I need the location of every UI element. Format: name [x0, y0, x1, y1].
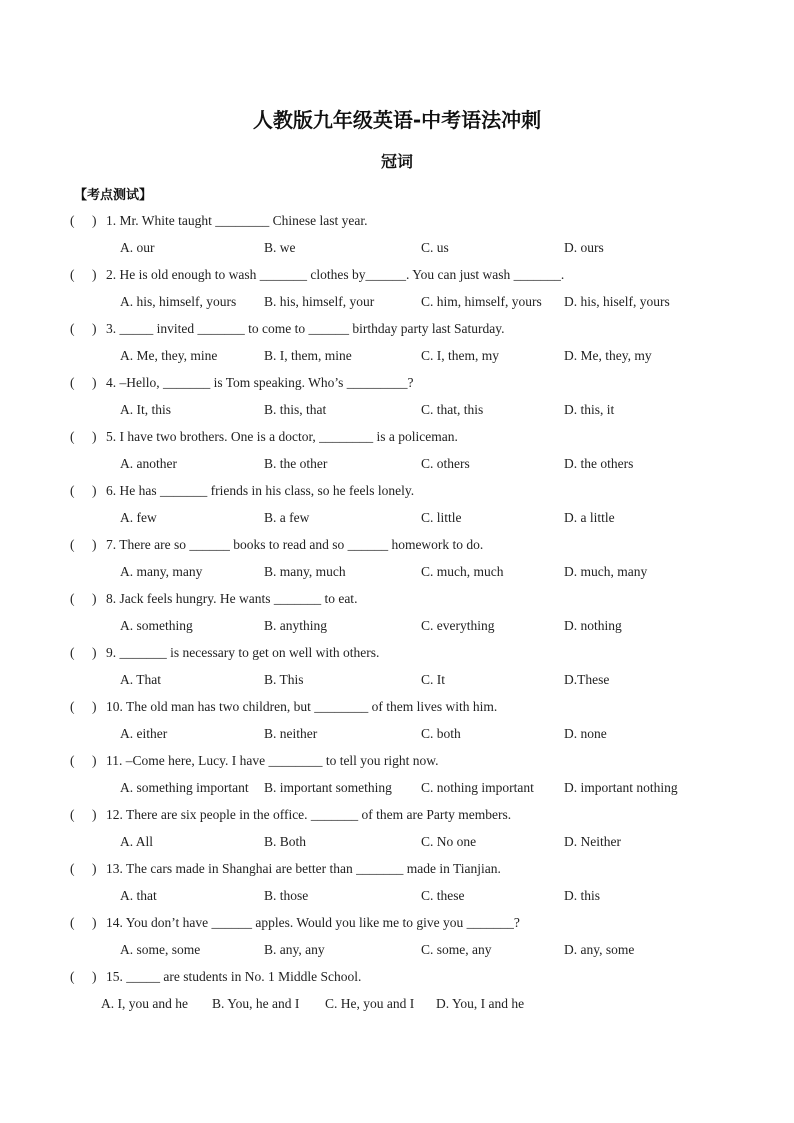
answer-option: B. Both — [264, 834, 307, 849]
page-subtitle: 冠词 — [380, 152, 413, 171]
answer-bracket[interactable]: ( ) — [70, 699, 97, 714]
answer-option: B. those — [264, 888, 309, 903]
answer-bracket[interactable]: ( ) — [70, 267, 97, 282]
question-text: 13. The cars made in Shanghai are better than _______ made in Tianjian. — [106, 861, 501, 876]
answer-bracket[interactable]: ( ) — [70, 321, 97, 336]
answer-bracket[interactable]: ( ) — [70, 429, 97, 444]
answer-option: A. All — [120, 834, 154, 849]
answer-bracket[interactable]: ( ) — [70, 753, 97, 768]
answer-option: A. few — [120, 510, 157, 525]
question-stem-line — [70, 211, 367, 231]
question-text: 5. I have two brothers. One is a doctor, ________ is a policeman. — [106, 429, 458, 444]
answer-option: D.These — [564, 672, 610, 687]
answer-option: B. This — [264, 672, 304, 687]
answer-option: B. You, he and I — [212, 996, 300, 1011]
answer-option: A. that — [120, 888, 157, 903]
answer-option: D. much, many — [564, 564, 648, 579]
answer-option: C. these — [421, 888, 465, 903]
answer-option: B. anything — [264, 618, 327, 633]
answer-option: C. others — [421, 456, 470, 471]
question-stem-line — [70, 859, 501, 879]
answer-option: B. I, them, mine — [264, 348, 352, 363]
answer-option: D. this, it — [564, 402, 615, 417]
answer-option: C. both — [421, 726, 461, 741]
question-stem-line — [70, 643, 379, 663]
answer-option: C. us — [421, 240, 449, 255]
question-stem-line — [70, 265, 564, 285]
answer-option: B. any, any — [264, 942, 325, 957]
question-text: 1. Mr. White taught ________ Chinese last year. — [106, 213, 368, 228]
question-stem-line — [70, 319, 504, 339]
answer-bracket[interactable]: ( ) — [70, 213, 97, 228]
answer-bracket[interactable]: ( ) — [70, 537, 97, 552]
answer-option: B. many, much — [264, 564, 346, 579]
answer-option: D. the others — [564, 456, 634, 471]
answer-option: A. another — [120, 456, 177, 471]
answer-option: C. I, them, my — [421, 348, 499, 363]
question-stem-line — [70, 751, 439, 771]
question-text: 10. The old man has two children, but ________ of them lives with him. — [106, 699, 498, 714]
answer-option: A. I, you and he — [101, 996, 188, 1011]
answer-bracket[interactable]: ( ) — [70, 375, 97, 390]
answer-option: A. our — [120, 240, 155, 255]
question-stem-line — [70, 913, 520, 933]
answer-option: D. this — [564, 888, 601, 903]
answer-option: A. something important — [120, 780, 249, 795]
answer-option: B. important something — [264, 780, 392, 795]
answer-option: D. important nothing — [564, 780, 678, 795]
question-stem-line — [70, 535, 483, 555]
answer-option: D. any, some — [564, 942, 635, 957]
answer-option: A. some, some — [120, 942, 201, 957]
answer-option: C. little — [421, 510, 462, 525]
answer-option: C. him, himself, yours — [421, 294, 542, 309]
answer-option: C. No one — [421, 834, 477, 849]
question-text: 14. You don’t have ______ apples. Would you like me to give you _______? — [106, 915, 520, 930]
answer-option: B. we — [264, 240, 296, 255]
section-heading: 【考点测试】 — [74, 188, 153, 203]
question-stem-line — [70, 697, 497, 717]
answer-option: D. none — [564, 726, 607, 741]
answer-option: D. nothing — [564, 618, 622, 633]
answer-option: D. Neither — [564, 834, 621, 849]
answer-option: D. Me, they, my — [564, 348, 652, 363]
answer-bracket[interactable]: ( ) — [70, 915, 97, 930]
answer-bracket[interactable]: ( ) — [70, 807, 97, 822]
question-text: 12. There are six people in the office. _______ of them are Party members. — [106, 807, 512, 822]
answer-option: A. It, this — [120, 402, 172, 417]
answer-option: C. that, this — [421, 402, 484, 417]
question-stem-line — [70, 589, 357, 609]
question-text: 11. –Come here, Lucy. I have ________ to tell you right now. — [106, 753, 439, 768]
answer-option: B. neither — [264, 726, 318, 741]
answer-option: A. either — [120, 726, 168, 741]
answer-option: D. ours — [564, 240, 604, 255]
answer-option: D. his, hiself, yours — [564, 294, 670, 309]
question-text: 8. Jack feels hungry. He wants _______ to eat. — [106, 591, 358, 606]
answer-option: A. his, himself, yours — [120, 294, 237, 309]
question-text: 9. _______ is necessary to get on well with others. — [106, 645, 380, 660]
answer-option: A. Me, they, mine — [120, 348, 218, 363]
answer-option: D. You, I and he — [436, 996, 525, 1011]
question-stem-line — [70, 967, 361, 987]
question-text: 15. _____ are students in No. 1 Middle School. — [106, 969, 362, 984]
answer-option: C. nothing important — [421, 780, 534, 795]
page-title: 人教版九年级英语-中考语法冲刺 — [252, 108, 542, 132]
answer-option: C. some, any — [421, 942, 492, 957]
answer-bracket[interactable]: ( ) — [70, 861, 97, 876]
answer-option: A. something — [120, 618, 193, 633]
question-stem-line — [70, 373, 414, 393]
answer-option: B. a few — [264, 510, 310, 525]
question-text: 4. –Hello, _______ is Tom speaking. Who’s _________? — [106, 375, 414, 390]
answer-option: B. this, that — [264, 402, 327, 417]
answer-bracket[interactable]: ( ) — [70, 645, 97, 660]
answer-option: C. It — [421, 672, 446, 687]
answer-option: A. That — [120, 672, 161, 687]
question-text: 2. He is old enough to wash _______ clothes by______. You can just wash _______. — [106, 267, 565, 282]
answer-option: C. everything — [421, 618, 495, 633]
question-text: 3. _____ invited _______ to come to ______ birthday party last Saturday. — [106, 321, 505, 336]
answer-option: B. the other — [264, 456, 328, 471]
question-stem-line — [70, 805, 511, 825]
question-text: 6. He has _______ friends in his class, so he feels lonely. — [106, 483, 415, 498]
answer-option: C. much, much — [421, 564, 504, 579]
answer-option: C. He, you and I — [325, 996, 415, 1011]
answer-option: D. a little — [564, 510, 615, 525]
question-text: 7. There are so ______ books to read and so ______ homework to do. — [106, 537, 484, 552]
question-stem-line — [70, 481, 414, 501]
answer-bracket[interactable]: ( ) — [70, 969, 97, 984]
answer-bracket[interactable]: ( ) — [70, 591, 97, 606]
answer-option: A. many, many — [120, 564, 203, 579]
answer-option: B. his, himself, your — [264, 294, 375, 309]
question-stem-line — [70, 427, 458, 447]
answer-bracket[interactable]: ( ) — [70, 483, 97, 498]
